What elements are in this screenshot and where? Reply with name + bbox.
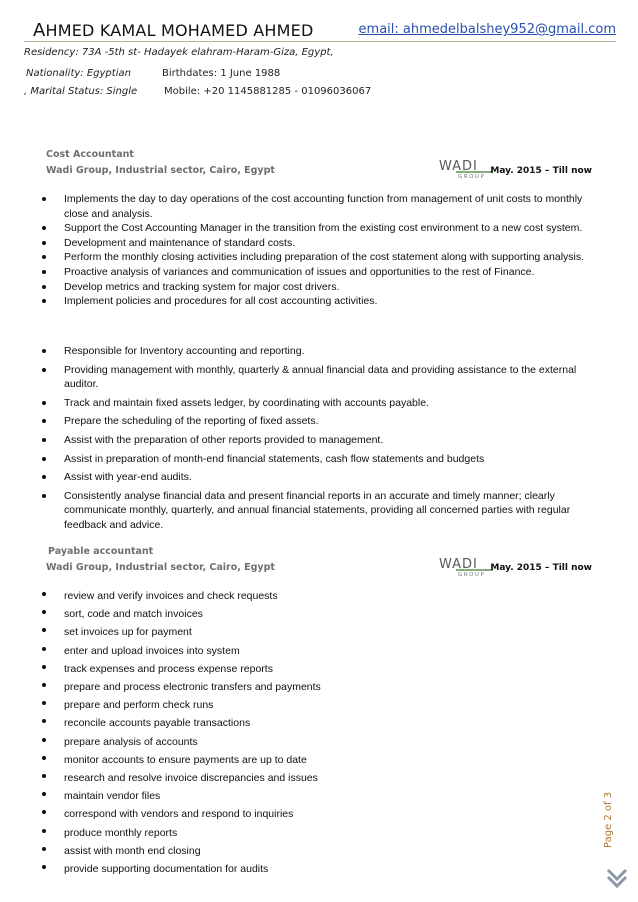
list-item: assist with month end closing — [38, 842, 598, 860]
list-item: Develop metrics and tracking system for major cost drivers. — [38, 280, 598, 295]
list-item: produce monthly reports — [38, 824, 598, 842]
list-item: Implement policies and procedures for all cost accounting activities. — [38, 294, 598, 309]
list-item: Development and maintenance of standard costs. — [38, 236, 598, 251]
list-item: prepare analysis of accounts — [38, 733, 598, 751]
list-item: Proactive analysis of variances and communication of issues and opportunities to the rest of Finance. — [38, 265, 598, 280]
logo-sub-text: GROUP — [458, 174, 486, 179]
list-item: Providing management with monthly, quarterly & annual financial data and providing assistance to the external auditor. — [38, 363, 598, 392]
list-item: Assist in preparation of month-end financial statements, cash flow statements and budgets — [38, 452, 598, 467]
list-item: enter and upload invoices into system — [38, 642, 598, 660]
list-item: track expenses and process expense reports — [38, 660, 598, 678]
mobile-text: Mobile: +20 1145881285 - 01096036067 — [164, 86, 372, 97]
nationality-text: Nationality: Egyptian — [26, 68, 131, 79]
section-company-cost-accountant: Wadi Group, Industrial sector, Cairo, Egypt — [46, 165, 275, 176]
list-item: maintain vendor files — [38, 787, 598, 805]
birthdates-text: Birthdates: 1 June 1988 — [162, 68, 281, 79]
list-item: Prepare the scheduling of the reporting of fixed assets. — [38, 414, 598, 429]
list-item: research and resolve invoice discrepancies and issues — [38, 769, 598, 787]
section-title-payable-accountant: Payable accountant — [48, 546, 154, 557]
marital-status-text: , Marital Status: Single — [24, 86, 138, 97]
name-initial: A — [33, 20, 46, 41]
list-item: sort, code and match invoices — [38, 605, 598, 623]
list-item: set invoices up for payment — [38, 623, 598, 641]
name-rest: HMED KAMAL MOHAMED AHMED — [45, 21, 314, 40]
header-divider — [24, 41, 616, 42]
candidate-name — [33, 20, 313, 41]
list-item: monitor accounts to ensure payments are up to date — [38, 751, 598, 769]
email-link[interactable]: email: ahmedelbalshey952@gmail.com — [358, 22, 616, 37]
list-item: prepare and perform check runs — [38, 696, 598, 714]
wadi-group-logo — [438, 157, 494, 179]
chevrons-down-icon — [604, 866, 630, 892]
logo-text: WADI — [439, 557, 478, 572]
list-item: Responsible for Inventory accounting and reporting. — [38, 344, 598, 359]
section-date-payable-accountant: May. 2015 – Till now — [490, 563, 592, 573]
list-item: prepare and process electronic transfers and payments — [38, 678, 598, 696]
list-item: reconcile accounts payable transactions — [38, 714, 598, 732]
section-title-cost-accountant: Cost Accountant — [46, 149, 134, 160]
logo-text: WADI — [439, 159, 478, 174]
list-item: Support the Cost Accounting Manager in the transition from the existing cost environment to a new cost system. — [38, 221, 598, 236]
list-item: Perform the monthly closing activities including preparation of the cost statement along with supporting analysis. — [38, 250, 598, 265]
cost-accountant-duties-list — [38, 192, 598, 309]
list-item: correspond with vendors and respond to inquiries — [38, 805, 598, 823]
page-number: Page 2 of 3 — [603, 791, 614, 848]
list-item: Implements the day to day operations of the cost accounting function from management of unit costs to monthly close and analysis. — [38, 192, 598, 221]
residency-text: Residency: 73A -5th st- Hadayek elahram-Haram-Giza, Egypt, — [24, 47, 334, 58]
section-company-payable-accountant: Wadi Group, Industrial sector, Cairo, Egypt — [46, 562, 275, 573]
cost-accountant-responsibilities-list — [38, 344, 598, 533]
list-item: Consistently analyse financial data and present financial reports in an accurate and timely manner; clearly communicate monthly, quarterly, and annual financial statements, providing all concerned parties with regular feedback and advice. — [38, 489, 598, 533]
wadi-group-logo — [438, 555, 494, 577]
list-item: Assist with year-end audits. — [38, 470, 598, 485]
list-item: Track and maintain fixed assets ledger, by coordinating with accounts payable. — [38, 396, 598, 411]
list-item: provide supporting documentation for audits — [38, 860, 598, 878]
list-item: review and verify invoices and check requests — [38, 587, 598, 605]
section-date-cost-accountant: May. 2015 – Till now — [490, 166, 592, 176]
payable-accountant-duties-list — [38, 587, 598, 878]
logo-sub-text: GROUP — [458, 572, 486, 577]
list-item: Assist with the preparation of other reports provided to management. — [38, 433, 598, 448]
